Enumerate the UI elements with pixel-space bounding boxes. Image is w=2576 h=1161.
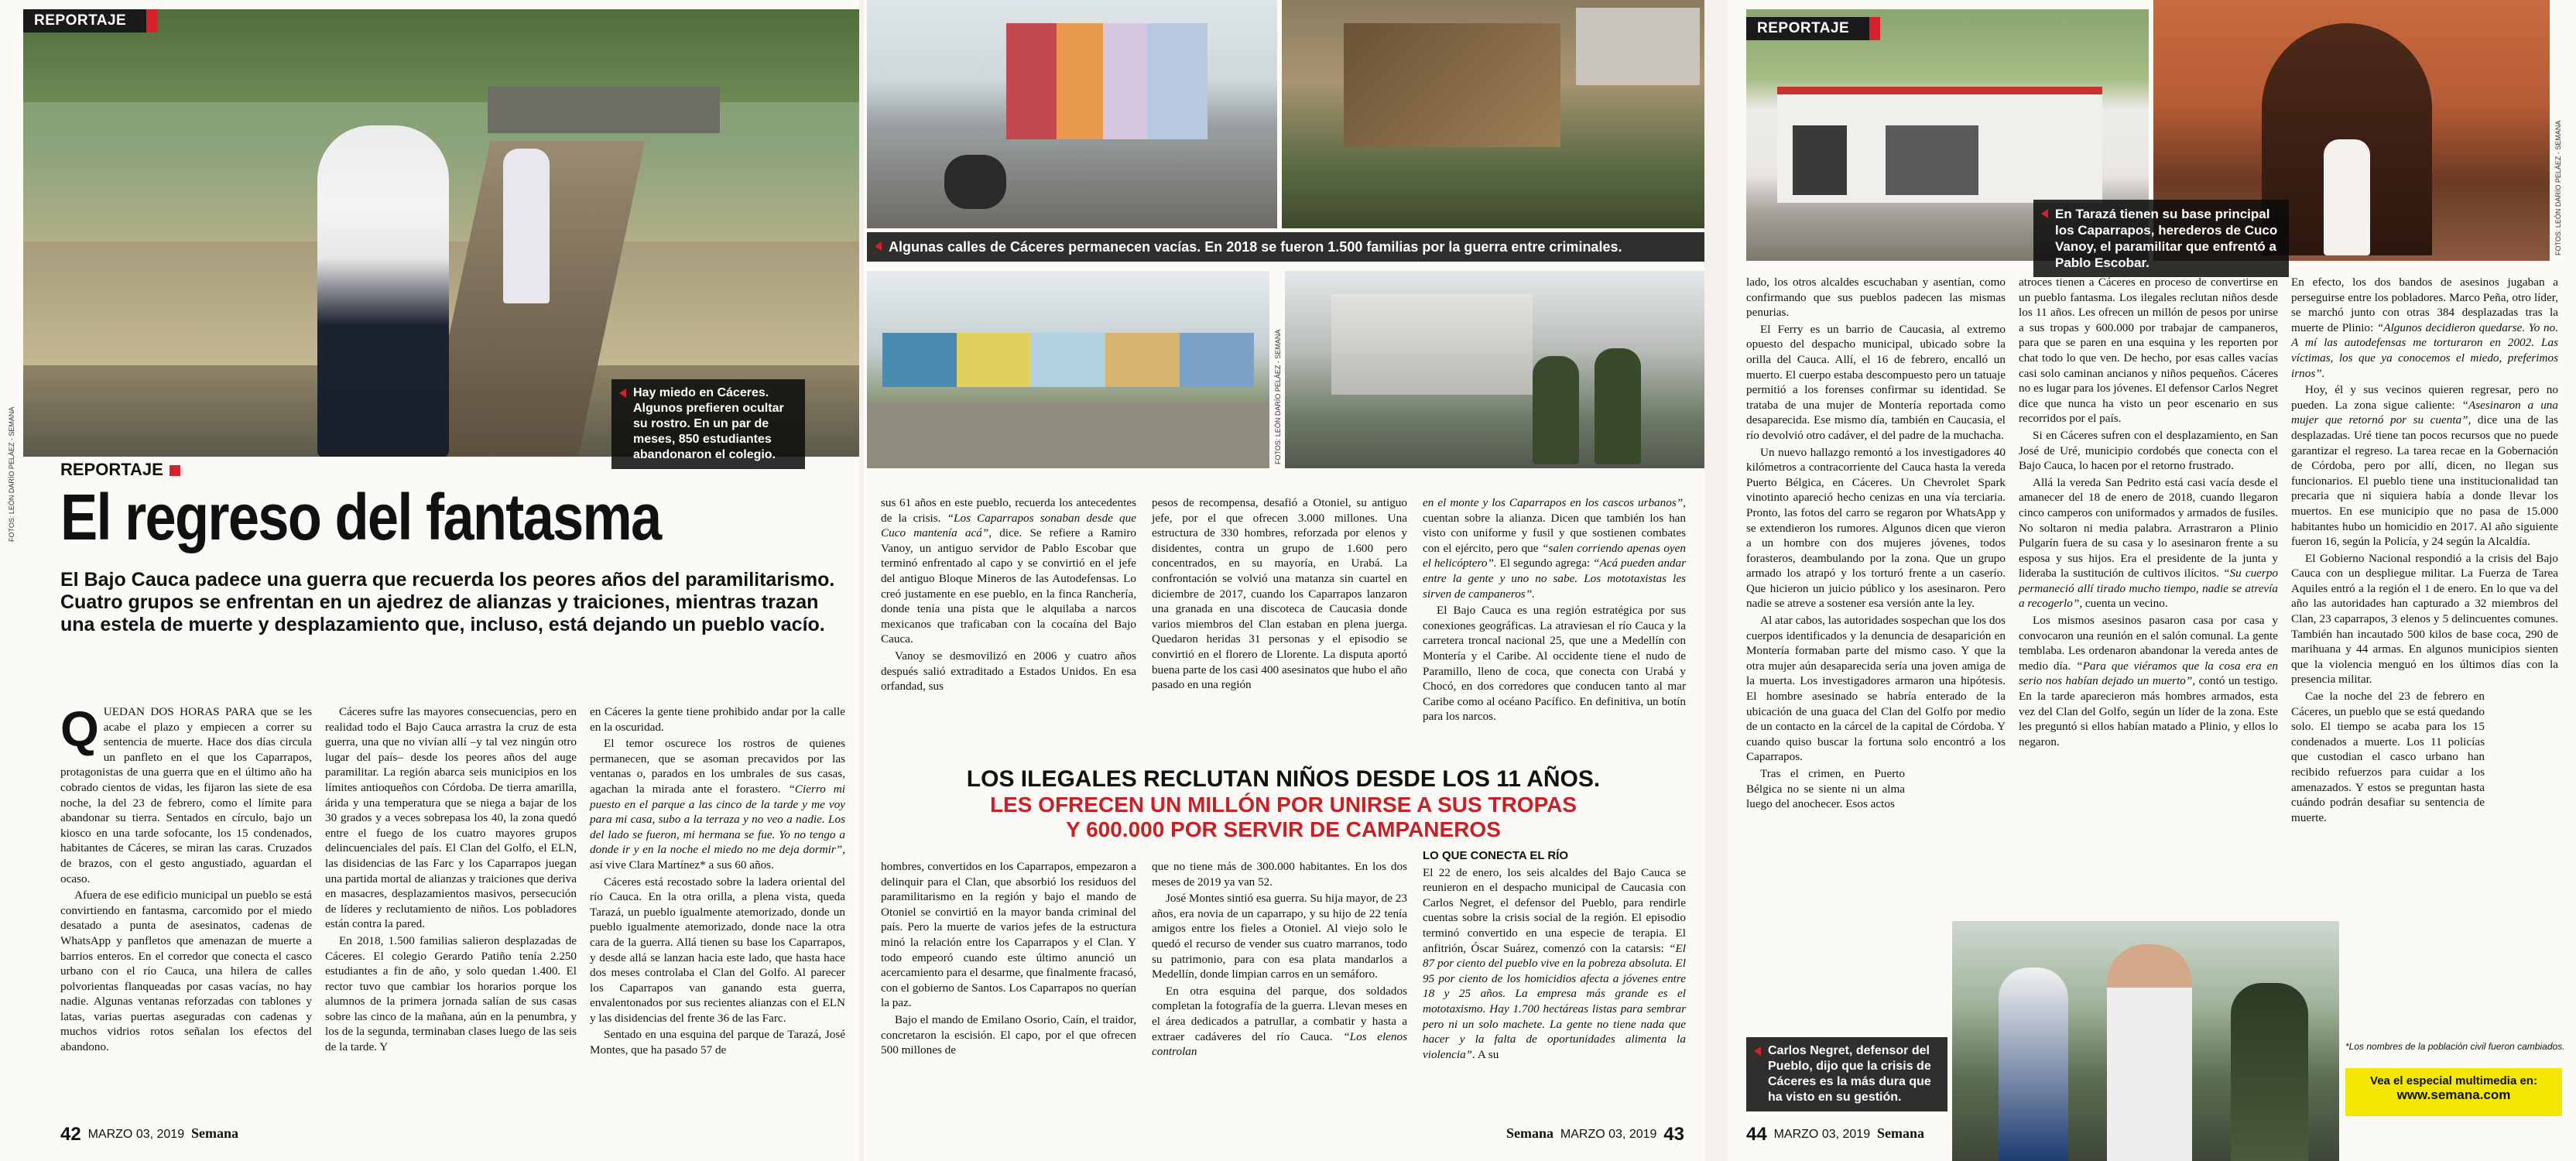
article-column	[881, 859, 1136, 1060]
paragraph: atroces tienen a Cáceres en proceso de convertirse en un pueblo fantasma. Los ilegales reclutan niños desde los 11 años. Les ofrecen un millón de pesos por unirse a sus tropas y 600.000 por trabajar de campaneros, para que se paren en una esquina y les reporten por chat todo lo que ven. De hecho, por esas calles vacías casi solo caminan ancianos y niños pequeños. Cáceres no es lugar para los jóvenes. El defensor Carlos Negret dice que nunca ha visto un peor escenario en sus recorridos por el país.	[2019, 276, 2278, 426]
article-column	[590, 704, 845, 1060]
article-column	[2019, 275, 2278, 751]
paragraph: lado, los otros alcaldes escuchaban y asentían, como confirmando que sus pueblos padecen las mismas penurias.	[1746, 276, 2006, 320]
footnote: *Los nombres de la población civil fueron cambiados.	[2345, 1041, 2565, 1052]
article-column	[1152, 859, 1407, 1061]
paragraph: En 2018, 1.500 familias salieron desplazadas de Cáceres. El colegio Gerardo Patiño tenía 2.250 estudiantes a fin de año, y solo quedan 1.400. El rector tuvo que cambiar los horarios porque los alumnos de la primera jornada salían de sus casas sobre las cinco de la mañana, aún en la penumbra, y los de la segunda, terminaban clases luego de las seis de la tarde. Y	[325, 933, 577, 1054]
paragraph: en Cáceres la gente tiene prohibido andar por la calle en la oscuridad.	[590, 705, 845, 734]
paragraph: Cáceres sufre las mayores consecuencias, pero en realidad todo el Bajo Cauca arrastra la cruz de esta guerra, una que no vivían allí –y tal vez ningún otro lugar del país– desde los peores años del auge paramilitar. La región abarca seis municipios en los límites antioqueños con Córdoba. De tierra amarilla, árida y una temperatura que se niega a bajar de los 30 grados y a veces sobrepasa los 40, la zona quedó entre el fuego de los cuatro mayores grupos delincuenciales del país. El Clan del Golfo, el ELN, las disidencias de las Farc y los Caparrapos juegan una partida mortal de alianzas y traiciones que deriva en masacres, desplazamientos masivos, persecución de líderes y reclutamiento de niños. Los pobladores están contra la pared.	[325, 705, 577, 931]
page-44	[1728, 0, 2576, 1161]
article-column	[2291, 275, 2558, 827]
multimedia-box	[2345, 1068, 2562, 1116]
photo-caption-3: En Tarazá tienen su base principal los Caparrapos, herederos de Cuco Vanoy, el paramilitar que enfrentó a Pablo Escobar.	[2033, 200, 2289, 277]
article-column	[325, 704, 577, 1057]
paragraph: en el monte y los Caparrapos en los cascos urbanos”, cuentan sobre la alianza. Dicen que también los han visto con uniforme y fusil y que sostienen combates con el ejército, pero que “salen corriendo apenas oyen el helicóptero”. El segundo agrega: “Acá pueden andar entre la gente y uno no sabe. Los mototaxistas les sirven de campaneros”.	[1423, 496, 1687, 601]
photo-empty-street-1	[867, 0, 1277, 228]
multimedia-label: Vea el especial multimedia en:	[2370, 1074, 2537, 1087]
paragraph: que no tiene más de 300.000 habitantes. En los dos meses de 2019 ya van 52.	[1152, 860, 1407, 889]
paragraph: El Bajo Cauca es una región estratégica por sus conexiones geográficas. La atraviesan el río Cauca y la carretera troncal nacional 25, que une a Medellín con Montería y el Caribe. Al occidente tiene el nudo de Paramillo, lleno de coca, que conecta con Urabá y Chocó, en dos corredores que conducen tanto al mar Caribe como al océano Pacífico. En definitiva, un botín para los narcos.	[1423, 604, 1686, 724]
paragraph: Afuera de ese edificio municipal un pueblo se está convirtiendo en fantasma, carcomido por el miedo desatado a punta de asesinatos, cadenas de WhatsApp y panfletos que amenazan de muerte a barrios enteros. En el corredor que conecta el casco urbano con el río Cauca, una hilera de calles polvorientas flanqueadas por casas vacías, no hay nadie. Algunas ventanas reforzadas con tablones y latas, varias puertas aseguradas con cadenas y muchos vidrios rotos señalan los efectos del abandono.	[60, 889, 312, 1054]
paragraph: Vanoy se desmovilizó en 2006 y cuatro años después salió extraditado a Estados Unidos. En esa orfandad, sus	[881, 649, 1136, 694]
article-column	[1423, 495, 1686, 726]
paragraph: Cáceres está recostado sobre la ladera oriental del río Cauca. En la otra orilla, a plena vista, queda Tarazá, un pueblo igualmente atemorizado, donde un pueblo igualmente atemorizado, donde nace la otra cara de la guerra. Allá tienen su base los Caparrapos, y desde allá se lanzan hacia este lado, que hasta hace dos meses controlaba el Clan del Golfo. Al parecer los Caparrapos van ganando esta guerra, envalentonados por sus recientes alianzas con el ELN y las disidencias del frente 36 de las Farc.	[590, 875, 845, 1025]
headline: El regreso del fantasma	[60, 481, 661, 553]
photo-carlos-negret	[1952, 921, 2339, 1161]
photo-credit: FOTOS: LEÓN DARÍO PELÁEZ - SEMANA	[2554, 120, 2562, 255]
article-column	[1423, 844, 1686, 1063]
pull-quote-line: LES OFRECEN UN MILLÓN POR UNIRSE A SUS TROPAS	[989, 793, 1577, 817]
photo-empty-street-3	[867, 271, 1269, 468]
paragraph: Al atar cabos, las autoridades sospechan que los dos cuerpos identificados y la denuncia de desaparición en Montería formaban parte del mismo caso. Y que la otra mujer aún desaparecida sería una joven amiga de la muerta. Los investigadores armaron una hipótesis. El hombre asesinado se habría enterado de la ubicación de una guaca del Clan del Golfo por medio de un contacto en la cárcel de la capital de Córdoba. Y cuando quiso buscar la fortuna solo encontró a los Caparrapos.	[1746, 614, 2006, 764]
photo-soldiers-street	[1285, 271, 1704, 468]
paragraph: Cae la noche del 23 de febrero en Cáceres, un pueblo que se está quedando solo. El tiempo se acaba para los 15 condenados a muerte. Los 11 policías que custodian el casco urbano han recibido refuerzos para cuidar a los amenazados. Y estos se preguntan hasta cuándo podrán desafiar su sentencia de muerte.	[2291, 690, 2485, 824]
paragraph: hombres, convertidos en los Caparrapos, empezaron a delinquir para el Clan, que absorbió los residuos del paramilitarismo en la región y bajo el mando de Otoniel se convirtió en la mayor banda criminal del país. Pero la muerte de varios jefes de la estructura minó la relación entre los Caparrapos y el Clan. Y todo empeoró cuando este último anunció un acercamiento para el desarme, que finalmente fracasó, con el gobierno de Santos. Los Caparrapos no querían la paz.	[881, 860, 1136, 1010]
paragraph: sus 61 años en este pueblo, recuerda los antecedentes de la crisis. “Los Caparrapos sonaban desde que Cuco mantenía acá”, dice. Se refiere a Ramiro Vanoy, un antiguo servidor de Pablo Escobar que terminó enfrentado al capo y se convirtió en el jefe del antiguo Bloque Mineros de las Autodefensas. Lo creó justamente en ese pueblo, en la finca Ranchería, donde tenía una pista que le alquilaba a narcos mexicanos que traficaban con la cocaína del Bajo Cauca.	[881, 496, 1136, 646]
paragraph: Los mismos asesinos pasaron casa por casa y convocaron una reunión en el salón comunal. La gente temblaba. Les ordenaron abandonar la vereda antes de medio día. “Para que viéramos que la cosa era en serio nos habían dejado un muerto”, contó un testigo. En la tarde aparecieron más hombres armados, esta vez del Clan del Golfo, según un líder de la zona. Este les preguntó si ellos habían matado a Plinio, y ellos lo negaron.	[2019, 614, 2279, 748]
paragraph: El temor oscurece los rostros de quienes permanecen, que se asoman precavidos por las ventanas o, parados en los umbrales de sus casas, agachan la mirada ante el forastero. “Cierro mi puesto en el parque a las cinco de la tarde y me voy para mi casa, subo a la terraza y no veo a nadie. Los del lado se fueron, mi hermana se fue. Yo no tengo a donde ir y en la noche el miedo no me deja dormir”, así vive Clara Martínez* a sus 60 años.	[590, 737, 845, 872]
pull-quote-line: LOS ILEGALES RECLUTAN NIÑOS DESDE LOS 11 AÑOS.	[966, 766, 1601, 792]
article-column	[881, 495, 1136, 696]
pull-quote	[881, 766, 1686, 842]
paragraph: En efecto, los dos bandos de asesinos jugaban a perseguirse entre los pobladores. Marco Peña, otro líder, se marchó junto con otras 384 desplazadas tras la muerte de Plinio: “Algunos decidieron quedarse. Yo no. A mí las autodefensas me torturaron en 2002. Las víctimas, los que ya conocemos el miedo, preferimos irnos”.	[2291, 276, 2558, 380]
folio: 44 MARZO 03, 2019 Semana	[1746, 1124, 1924, 1145]
article-column	[60, 701, 312, 1057]
paragraph: Allá la vereda San Pedrito está casi vacía desde el amanecer del 18 de enero de 2018, cuando llegaron cinco camperos con uniformados y armados de fusiles. No soltaron ni media palabra. Arrastraron a Plinio Pulgarín fuera de su casa y lo asesinaron frente a su esposa y sus hijos. Era el presidente de la junta y lideraba la sustitución de cultivos ilícitos. “Su cuerpo permaneció allí tirado mucho tiempo, nadie se atrevía a recogerlo”, cuenta un vecino.	[2019, 475, 2279, 611]
photo-credit: FOTOS: LEÓN DARÍO PELÁEZ - SEMANA	[1274, 329, 1282, 464]
photo-caption-4: Carlos Negret, defensor del Pueblo, dijo que la crisis de Cáceres es la más dura que ha visto en su gestión.	[1746, 1037, 1947, 1111]
multimedia-link[interactable]: www.semana.com	[2396, 1087, 2511, 1102]
article-column	[1746, 275, 2006, 813]
page-43	[864, 0, 1704, 1161]
photo-empty-street-2	[1282, 0, 1704, 228]
paragraph: Un nuevo hallazgo remontó a los investigadores 40 kilómetros a contracorriente del Cauca hasta la vereda Puerto Bélgica, en Cáceres. Un Chevrolet Spark vinotinto apareció hecho cenizas en una vía terciaria. Pronto, las fotos del carro se regaron por WhatsApp y se extendieron los rumores. Algunos dicen que vieron a un hombre con dos mujeres jóvenes, todos forasteros, deambulando por la zona. Que un grupo armado los atrapó y los torturó frente a un caserío. Que hicieron un juicio público y los asesinaron. Pero nadie se atreve a sostener esa versión ante la ley.	[1746, 445, 2006, 611]
paragraph: pesos de recompensa, desafió a Otoniel, su antiguo jefe, por el que ofrecen 3.000 millones. Una estructura de 330 hombres, reforzada por elenos y disidentes, contra un grupo de 1.600 pero concentrados, en su mayoría, en Urabá. La confrontación se volvió una matanza sin cuartel en diciembre de 2017, cuando los Caparrapos lanzaron una granada en una discoteca de Caucasia donde varios miembros del Clan estaban en plena juerga. Quedaron heridas 31 personas y el episodio se convirtió en el florero de Llorente. La disputa aportó buena parte de los casi 400 asesinatos que hubo el año pasado en una región	[1152, 496, 1407, 692]
article-column	[1152, 495, 1407, 694]
photo-caption-1: Hay miedo en Cáceres. Algunos prefieren ocultar su rostro. En un par de meses, 850 estudiantes abandonaron el colegio.	[611, 379, 805, 469]
paragraph: El Gobierno Nacional respondió a la crisis del Bajo Cauca con un despliegue militar. La Fuerza de Tarea Aquiles entró a la región el 1 de enero. En lo que va del año las autoridades han capturado a 32 miembros del Clan, 23 caparrapos, 3 elenos y 5 delincuentes comunes. También han incautado 500 kilos de base coca, 290 de marihuana y 44 armas. En algunos municipios sienten que la violencia menguó en los últimos días con la presencia militar.	[2291, 551, 2558, 687]
page-42	[0, 0, 859, 1161]
photo-caption-2: Algunas calles de Cáceres permanecen vacías. En 2018 se fueron 1.500 familias por la guerra entre criminales.	[867, 232, 1704, 262]
paragraph: Si en Cáceres sufren con el desplazamiento, en San José de Uré, municipio cordobés que conecta con el Bajo Cauca, lo hacen por el retorno frustrado.	[2019, 428, 2278, 473]
photo-credit: FOTOS: LEÓN DARÍO PELÁEZ - SEMANA	[8, 406, 15, 542]
deck: El Bajo Cauca padece una guerra que recuerda los peores años del paramilitarismo. Cuatro grupos se enfrentan en un ajedrez de alianzas y traiciones, mientras trazan una estela de muerte y desplazamiento que, incluso, está dejando un pueblo vacío.	[60, 569, 835, 635]
paragraph: UEDAN DOS HORAS PARA que se les acabe el plazo y empiecen a correr su sentencia de muerte. Hace dos días circula un panfleto en el que los Caparrapos, protagonistas de una guerra que en el último año ha cobrado cientos de vidas, les fijaron las siete de esa noche, la del 23 de febrero, como el límite para abandonar su tierra. Sentados en círculo, bajo un kiosco en una tarde sofocante, los 15 condenados, habitantes de Cáceres, se miran las caras. Cruzados de brazos, con el gesto angustiado, aguardan el ocaso.	[60, 705, 312, 885]
paragraph: Tras el crimen, en Puerto Bélgica no se siente ni un alma luego del anochecer. Esos actos	[1746, 767, 1905, 811]
section-tab: REPORTAJE	[1746, 17, 1880, 40]
dropcap: Q	[60, 701, 99, 757]
subhead: LO QUE CONECTA EL RÍO	[1423, 849, 1569, 862]
paragraph: El 22 de enero, los seis alcaldes del Bajo Cauca se reunieron en el despacho municipal de Caucasia con Carlos Negret, el defensor del Pueblo, para rendirle cuentas sobre la crisis social de la región. El episodio terminó convertido en una especie de terapia. El anfitrión, Óscar Suárez, comenzó con la catarsis: “El 87 por ciento del pueblo vive en la pobreza absoluta. El 95 por ciento de los homicidios afecta a jóvenes entre 18 y 25 años. La empresa más grande es el mototaxismo. Hay 1.700 hectáreas listas para sembrar pero ni un solo machete. La gente no tiene nada que hacer y la falta de oportunidades alimenta la violencia”. A su	[1423, 865, 1686, 1061]
paragraph: José Montes sintió esa guerra. Su hija mayor, de 23 años, era novia de un caparrapo, y su hijo de 22 tenía amigos entre los fieles a Otoniel. Al viejo solo le quedó el recurso de vender sus cuatro marranos, todo su patrimonio, para con esa plata mandarlos a Medellín, donde limpian carros en un semáforo.	[1152, 892, 1407, 981]
folio: 42 MARZO 03, 2019 Semana	[60, 1124, 238, 1145]
paragraph: En otra esquina del parque, dos soldados completan la fotografía de la guerra. Llevan meses en el área dedicados a patrullar, a combatir y hasta a extraer cadáveres del río Cauca. “Los elenos controlan	[1152, 984, 1408, 1059]
folio: Semana MARZO 03, 2019 43	[1506, 1124, 1684, 1145]
section-tab: REPORTAJE	[23, 9, 157, 33]
paragraph: Sentado en una esquina del parque de Tarazá, José Montes, que ha pasado 57 de	[590, 1028, 845, 1057]
reportaje-label: REPORTAJE	[60, 460, 180, 480]
paragraph: Bajo el mando de Emilano Osorio, Caín, el traidor, concretaron la escisión. El capo, por el que ofrecen 500 millones de	[881, 1012, 1136, 1057]
pull-quote-line: Y 600.000 POR SERVIR DE CAMPANEROS	[1066, 817, 1501, 841]
paragraph: El Ferry es un barrio de Caucasia, al extremo opuesto del despacho municipal, ubicado sobre la orilla del Cauca. Allí, el 16 de febrero, encalló un muerto. El cuerpo estaba descompuesto pero un tatuaje permitió a los forenses confirmar su identidad. Se trataba de una mujer de Montería reportada como desaparecida. Ese mismo día, también en Caucasia, el río devolvió otro cadáver, el del padre de la muchacha.	[1746, 322, 2006, 442]
paragraph: Hoy, él y sus vecinos quieren regresar, pero no pueden. La zona sigue caliente: “Asesinaron a una mujer que retornó por su cuenta”, dice una de las desplazadas. Uré tiene tan pocos recursos que no puede garantizar el regreso. La tarea recae en la Gobernación de Córdoba, pero por allí, dicen, no llegan sus funcionarios. El pueblo tiene una institucionalidad tan precaria que ni siquiera había a donde llevar los muertos. En ese municipio que no pasa de 15.000 habitantes hubo un homicidio en 2017. Al año siguiente fueron 16, según la Policía, y 24 según la Alcaldía.	[2291, 383, 2558, 549]
